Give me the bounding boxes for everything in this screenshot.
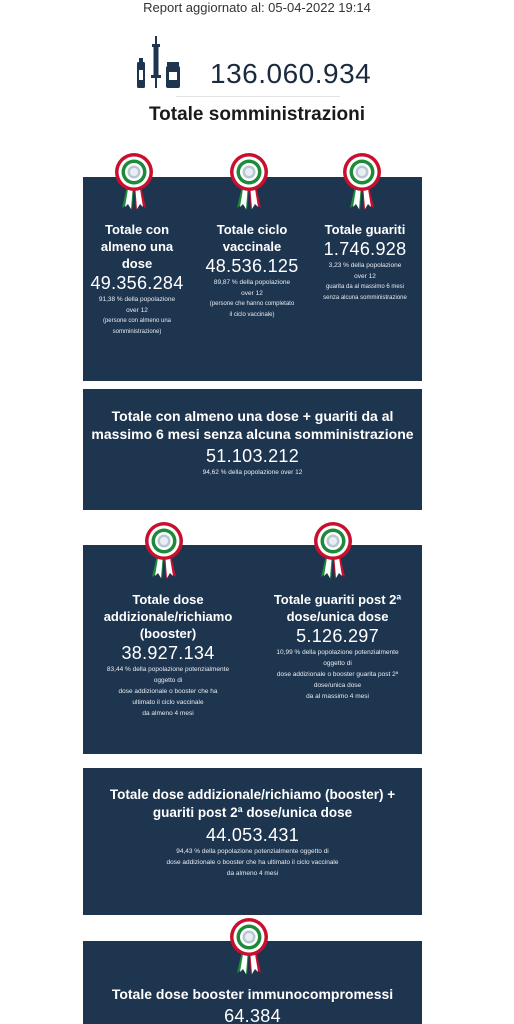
note-line: somministrazione) [112, 329, 162, 335]
full-cycle-card [196, 221, 308, 321]
note-line: da al massimo 4 mesi [306, 693, 369, 700]
note-line: 83,44 % della popolazione potenzialmente [106, 666, 230, 673]
rosette-icon [313, 521, 353, 579]
booster-immunocompromised-card [83, 985, 422, 1024]
note-line: dose addizionale o booster guarita post 2ª [276, 671, 399, 678]
first-dose-note [85, 294, 189, 338]
title-line: massimo 6 mesi senza alcuna somministrazione [91, 426, 414, 442]
total-administrations-label: Totale somministrazioni [148, 104, 366, 125]
title-line: Totale con [104, 222, 170, 237]
title-line: guariti post 2ª dose/unica dose [152, 805, 353, 820]
first-dose-plus-recovered-value: 51.103.212 [205, 446, 300, 466]
total-administrations-value: 136.060.934 [210, 58, 372, 89]
note-line: 94,43 % della popolazione potenzialmente oggetto di [176, 848, 329, 855]
full-cycle-note [196, 277, 308, 321]
recovered-title [309, 221, 421, 238]
title-line: almeno una [100, 239, 174, 254]
note-line: 10,99 % della popolazione potenzialmente [276, 649, 399, 656]
booster-plus-recovered-title [83, 786, 422, 822]
syringe-vials-icon [135, 36, 181, 88]
first-dose-plus-recovered-title [83, 407, 422, 443]
recovered-card [309, 221, 421, 304]
booster-immunocompromised-value: 64.384 [224, 1006, 281, 1024]
title-line: dose/unica dose [286, 609, 389, 624]
first-dose-title [85, 221, 189, 272]
full-cycle-value: 48.536.125 [205, 256, 299, 276]
note-line: over 12 [354, 273, 376, 280]
note-line: (persone che hanno completato [209, 301, 295, 307]
rosette-icon [144, 521, 184, 579]
note-line: 3,23 % della popolazione [328, 262, 402, 269]
rosette-icon [342, 152, 382, 210]
recovered-note [309, 260, 421, 304]
booster-value: 38.927.134 [121, 643, 215, 663]
note-line: senza alcuna somministrazione [323, 295, 407, 301]
report-updated-text: Report aggiornato al: 05-04-2022 19:14 [143, 0, 371, 15]
title-line: Totale dose [132, 592, 204, 607]
booster-plus-recovered-note [83, 846, 422, 879]
first-dose-card [85, 221, 189, 338]
note-line: over 12 [126, 307, 148, 314]
note-line: il ciclo vaccinale) [229, 312, 275, 318]
recovered-post-second-dose-card [253, 591, 422, 702]
booster-title [83, 591, 253, 642]
rosette-icon [114, 152, 154, 210]
rosette-icon [229, 917, 269, 975]
booster-immunocompromised-title: Totale dose booster immunocompromessi [111, 986, 394, 1002]
note-line: (persone con almeno una [102, 318, 172, 324]
recovered-value: 1.746.928 [323, 239, 407, 259]
booster-card [83, 591, 253, 719]
first-dose-plus-recovered-panel [83, 389, 422, 510]
title-line: Totale guariti post 2ª [273, 592, 402, 607]
first-dose-plus-recovered-card [83, 407, 422, 478]
booster-panel [83, 545, 422, 754]
note-line: dose addizionale o booster che ha ultimato il ciclo vaccinale [166, 859, 339, 866]
booster-plus-recovered-card [83, 786, 422, 879]
divider [176, 96, 340, 97]
title-line: Totale ciclo [216, 222, 288, 237]
note-line: ultimato il ciclo vaccinale [132, 699, 204, 706]
first-dose-value: 49.356.284 [90, 273, 184, 293]
note-line: over 12 [241, 290, 263, 297]
note-line: oggetto di [153, 677, 183, 684]
title-line: Totale guariti [324, 222, 406, 237]
title-line: vaccinale [222, 239, 282, 254]
note-line: dose/unica dose [313, 682, 362, 689]
note-line: da almeno 4 mesi [226, 870, 279, 877]
note-line: 89,87 % della popolazione [213, 279, 291, 286]
booster-note [83, 664, 253, 719]
title-line: Totale dose addizionale/richiamo (booster) + [109, 787, 396, 802]
rosette-icon [229, 152, 269, 210]
booster-plus-recovered-panel [83, 768, 422, 915]
note-line: oggetto di [323, 660, 352, 667]
note-line: guarita da al massimo 6 mesi [325, 284, 405, 290]
recovered-post-second-dose-title [253, 591, 422, 625]
total-administrations-header [0, 32, 514, 128]
note-line: 91,38 % della popolazione [98, 296, 176, 303]
title-line: addizionale/richiamo [103, 609, 233, 624]
note-line: dose addizionale o booster che ha [118, 688, 218, 695]
title-line: dose [121, 256, 153, 271]
first-dose-plus-recovered-note: 94,62 % della popolazione over 12 [202, 469, 303, 476]
title-line: (booster) [139, 626, 197, 641]
note-line: da almeno 4 mesi [142, 710, 194, 717]
recovered-post-second-dose-value: 5.126.297 [296, 626, 379, 646]
booster-plus-recovered-value: 44.053.431 [205, 825, 300, 845]
full-cycle-title [196, 221, 308, 255]
recovered-post-second-dose-note [253, 647, 422, 702]
title-line: Totale con almeno una dose + guariti da al [111, 408, 394, 424]
